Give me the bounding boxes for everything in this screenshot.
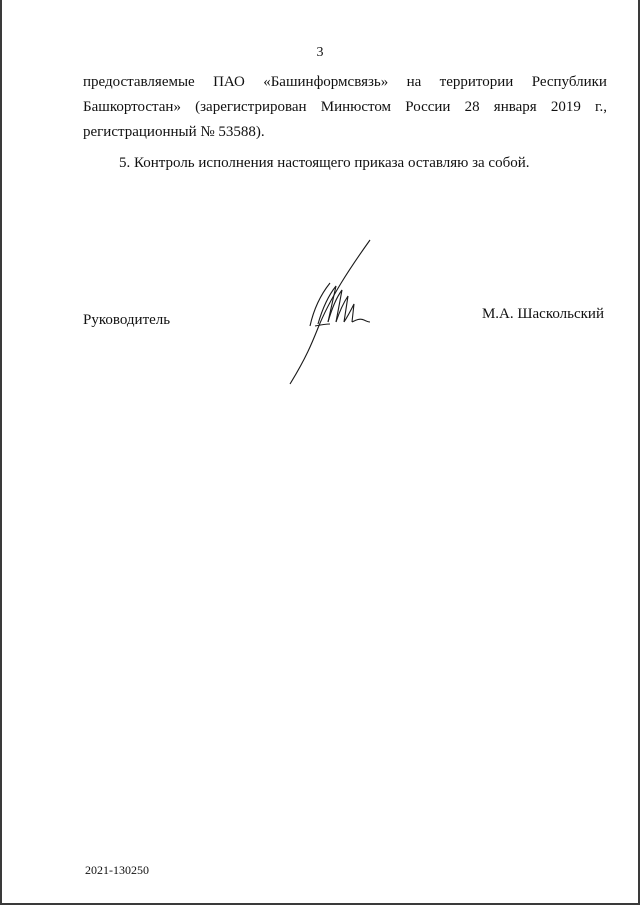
word: «Башинформсвязь» — [263, 74, 389, 90]
body-line-1 — [83, 70, 607, 95]
word: 2019 — [550, 99, 581, 115]
word: января — [493, 99, 537, 115]
signature-role: Руководитель — [83, 312, 171, 328]
body-line-3: регистрационный № 53588). — [83, 124, 265, 140]
word: Минюстом — [320, 99, 392, 115]
paragraph-5: 5. Контроль исполнения настоящего приказа оставляю за собой. — [119, 155, 530, 171]
word: г., — [595, 99, 607, 115]
page-number: 3 — [316, 45, 324, 60]
body-text — [83, 70, 607, 145]
word: Башкортостан» — [83, 99, 181, 115]
signature-name: М.А. Шаскольский — [481, 306, 604, 322]
word: Республики — [531, 74, 607, 90]
handwritten-signature — [280, 238, 380, 388]
document-code: 2021-130250 — [85, 863, 149, 877]
body-line-2 — [83, 95, 607, 120]
word: (зарегистрирован — [195, 99, 307, 115]
word: ПАО — [213, 74, 245, 90]
word: 28 — [464, 99, 480, 115]
word: России — [405, 99, 451, 115]
word: предоставляемые — [83, 74, 195, 90]
word: на — [406, 74, 422, 90]
word: территории — [439, 74, 514, 90]
